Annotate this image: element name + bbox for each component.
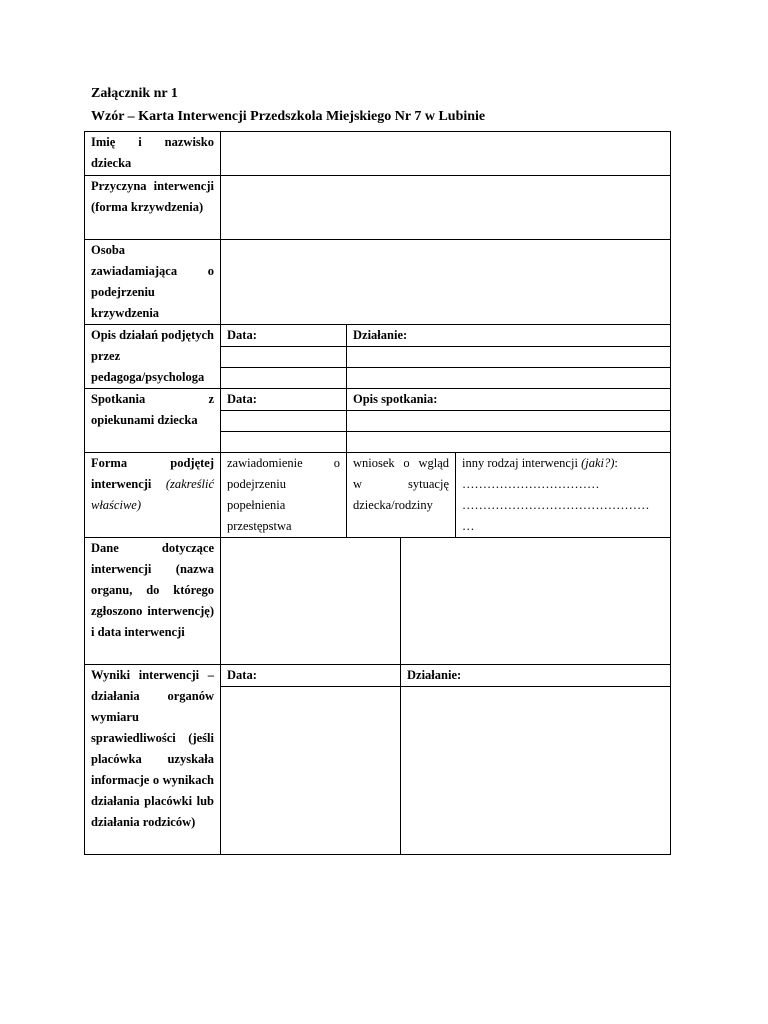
option-other-text: inny rodzaj interwencji bbox=[462, 456, 578, 470]
reason-label: Przyczyna interwencji (forma krzywdzenia) bbox=[85, 176, 221, 240]
meetings-label: Spotkania z opiekunami dziecka bbox=[85, 389, 221, 453]
option-other-dots-1: …………………………… bbox=[462, 477, 600, 491]
intervention-form-label bbox=[85, 453, 221, 538]
child-name-field[interactable] bbox=[221, 132, 671, 176]
row-child-name bbox=[85, 132, 671, 176]
option-other-dots-2: ……………………………………… bbox=[462, 498, 650, 512]
form-title: Wzór – Karta Interwencji Przedszkola Miejskiego Nr 7 w Lubinie bbox=[91, 109, 486, 124]
results-action-field[interactable] bbox=[401, 687, 671, 855]
option-other-colon: : bbox=[614, 456, 618, 470]
intervention-card-table bbox=[84, 131, 671, 855]
results-action-header: Działanie: bbox=[401, 665, 671, 687]
meetings-description-field[interactable] bbox=[347, 411, 671, 432]
option-other-dots-3: … bbox=[462, 519, 475, 533]
row-reason bbox=[85, 176, 671, 240]
option-other[interactable] bbox=[456, 453, 671, 538]
results-date-field[interactable] bbox=[221, 687, 401, 855]
meetings-date-field[interactable] bbox=[221, 432, 347, 453]
row-intervention-data bbox=[85, 538, 671, 665]
actions-action-field[interactable] bbox=[347, 347, 671, 368]
intervention-data-field-right[interactable] bbox=[401, 538, 671, 665]
meetings-description-field[interactable] bbox=[347, 432, 671, 453]
results-date-header: Data: bbox=[221, 665, 401, 687]
row-intervention-form bbox=[85, 453, 671, 538]
meetings-date-header: Data: bbox=[221, 389, 347, 411]
intervention-data-label: Dane dotyczące interwencji (nazwa organu, do którego zgłoszono interwencję) i data interwencji bbox=[85, 538, 221, 665]
option-family-review[interactable]: wniosek o wgląd w sytuację dziecka/rodziny bbox=[347, 453, 456, 538]
child-name-label: Imię i nazwisko dziecka bbox=[85, 132, 221, 176]
intervention-form-label-hint: (zakreślić właściwe) bbox=[91, 477, 214, 512]
option-other-question: (jaki?) bbox=[581, 456, 615, 470]
actions-date-field[interactable] bbox=[221, 347, 347, 368]
reporter-field[interactable] bbox=[221, 240, 671, 325]
reason-field[interactable] bbox=[221, 176, 671, 240]
actions-date-field[interactable] bbox=[221, 368, 347, 389]
row-meetings-header bbox=[85, 389, 671, 411]
actions-action-header: Działanie: bbox=[347, 325, 671, 347]
reporter-label: Osoba zawiadamiająca o podejrzeniu krzywdzenia bbox=[85, 240, 221, 325]
option-other-line bbox=[462, 453, 664, 474]
meetings-description-header: Opis spotkania: bbox=[347, 389, 671, 411]
row-results-header bbox=[85, 665, 671, 687]
actions-label: Opis działań podjętych przez pedagoga/psychologa bbox=[85, 325, 221, 389]
option-crime-report[interactable]: zawiadomienie o podejrzeniu popełnienia przestępstwa bbox=[221, 453, 347, 538]
actions-action-field[interactable] bbox=[347, 368, 671, 389]
actions-date-header: Data: bbox=[221, 325, 347, 347]
intervention-data-field-left[interactable] bbox=[221, 538, 401, 665]
row-reporter bbox=[85, 240, 671, 325]
meetings-date-field[interactable] bbox=[221, 411, 347, 432]
intervention-form-label-bold: Forma podjętej interwencji bbox=[91, 456, 214, 491]
row-actions-header bbox=[85, 325, 671, 347]
results-label: Wyniki interwencji – działania organów wymiaru sprawiedliwości (jeśli placówka uzyskała informacje o wynikach działania placówki lub działania rodziców) bbox=[85, 665, 221, 855]
attachment-number: Załącznik nr 1 bbox=[91, 86, 178, 101]
